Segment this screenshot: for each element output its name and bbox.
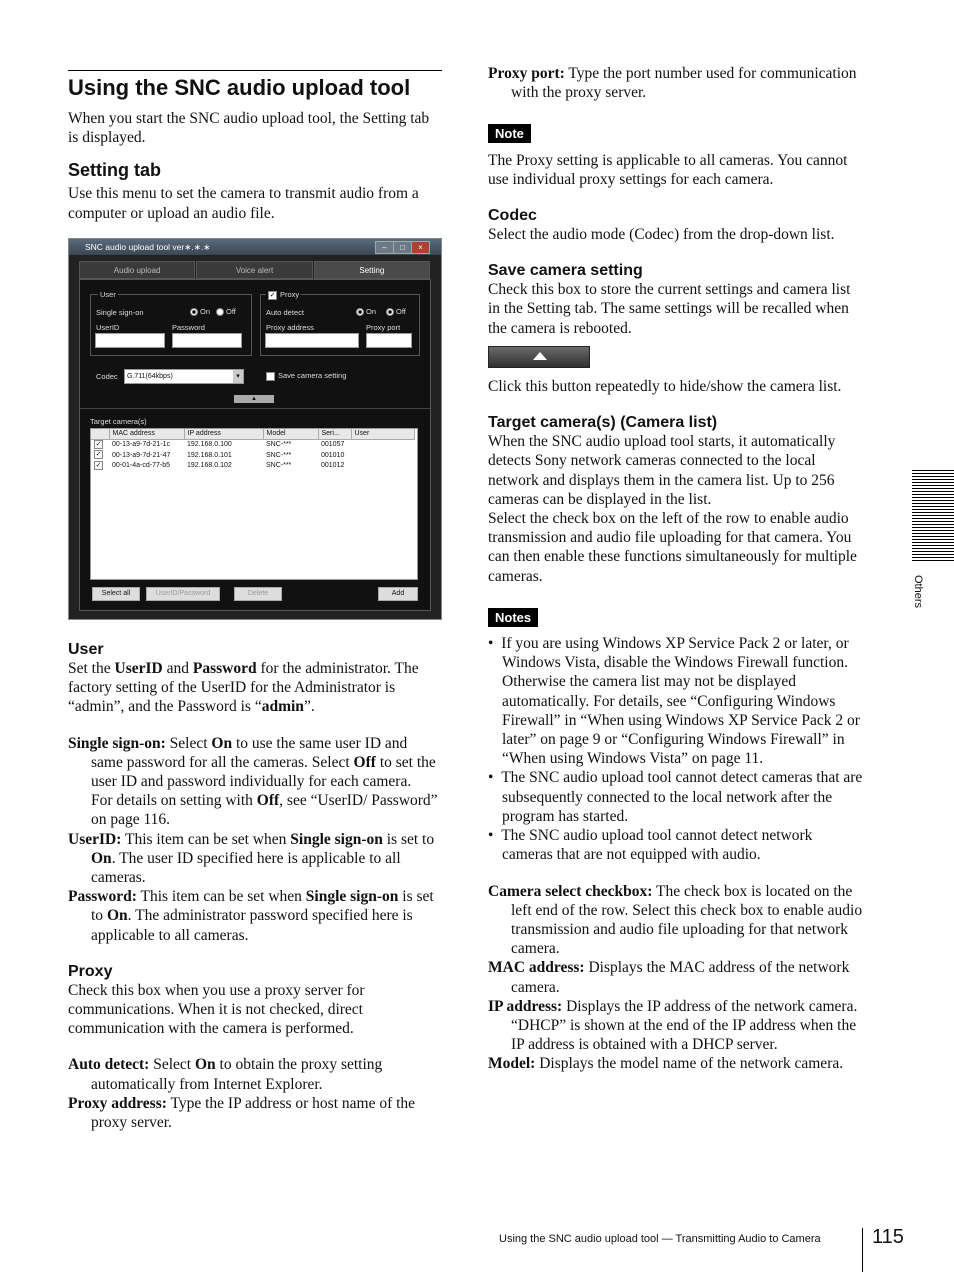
note-item: • If you are using Windows XP Service Pack 2 or later, or Windows Vista, disable the Windows Firewall function. Otherwise the camera list may not be displayed automatically. For details, see “Configuring Windows Firewall” in “When using Windows XP Service Pack 2 or later” on page 9 or “Configuring Windows Firewall” in “When using Windows Vista” on page 11. <box>488 635 860 768</box>
delete-button: Delete <box>234 587 282 601</box>
table-row: ✓ 00-13-a9-7d-21-47 192.168.0.101 SNC-*** 001010 <box>95 451 345 459</box>
window-titlebar <box>69 239 441 255</box>
userid-password-button: UserID/Password <box>146 587 220 601</box>
userid-field <box>95 333 165 348</box>
hide-button-text: Click this button repeatedly to hide/show the camera list. <box>488 378 842 396</box>
select-all-button: Select all <box>92 587 140 601</box>
mac-address-definition: MAC address: Displays the MAC address of the network camera. <box>488 959 850 996</box>
up-arrow-icon <box>533 352 547 360</box>
note-text: The Proxy setting is applicable to all cameras. You cannot use individual proxy settings for each camera. <box>488 151 848 188</box>
save-setting-text: Check this box to store the current settings and camera list in the Setting tab. The same settings will be recalled when the camera is rebooted. <box>488 281 851 337</box>
col-mac: MAC address <box>109 429 184 440</box>
tab-bar <box>79 261 431 279</box>
table-row: ✓ 00-01-4a-cd-77-b5 192.168.0.102 SNC-*** 001012 <box>95 461 345 469</box>
sso-definition: Single sign-on: Select On to use the same user ID and same password for all the cameras. Select Off to set the user ID and password individually for each camera. <box>68 734 436 791</box>
target-cameras-heading: Target camera(s) (Camera list) <box>488 414 718 432</box>
sso-on-radio: On <box>190 307 210 316</box>
running-footer: Using the SNC audio upload tool — Transmitting Audio to Camera <box>499 1233 821 1245</box>
user-group-label: User <box>100 290 116 299</box>
save-camera-setting-check: Save camera setting <box>266 371 346 381</box>
left-column <box>68 70 442 223</box>
hide-show-button <box>234 395 274 403</box>
proxy-port-definition: Proxy port: Type the port number used for communication with the proxy server. <box>488 65 857 102</box>
target-cameras-label: Target camera(s) <box>90 417 147 426</box>
left-column-lower <box>68 640 442 1132</box>
up-arrow-icon: ▲ <box>251 396 257 402</box>
chevron-down-icon: ▾ <box>233 370 243 383</box>
intro-text: When you start the SNC audio upload tool, the Setting tab is displayed. <box>68 110 430 147</box>
note-badge: Note <box>488 124 531 143</box>
note-item: • The SNC audio upload tool cannot detect network cameras that are not equipped with audio. <box>488 827 813 864</box>
codec-select: G.711(64kbps) ▾ <box>124 369 244 384</box>
side-section-label: Others <box>912 575 924 609</box>
auto-off-radio: Off <box>386 307 406 316</box>
sso-more: For details on setting with Off, see “UserID/ Password” on page 116. <box>91 792 438 829</box>
codec-heading: Codec <box>488 207 537 225</box>
minimize-icon: – <box>375 241 394 254</box>
tab-setting: Setting <box>314 261 430 279</box>
codec-text: Select the audio mode (Codec) from the drop-down list. <box>488 226 835 244</box>
table-row: ✓ 00-13-a9-7d-21-1c 192.168.0.100 SNC-*** 001057 <box>95 441 345 449</box>
proxy-text: Check this box when you use a proxy server for communications. When it is not checked, direct communication with the camera is performed. <box>68 981 365 1038</box>
save-setting-heading: Save camera setting <box>488 262 643 280</box>
col-user: User <box>351 429 414 440</box>
close-icon: × <box>411 241 430 254</box>
proxy-port-label: Proxy port <box>366 323 401 332</box>
col-model: Model <box>263 429 318 440</box>
proxy-address-definition: Proxy address: Type the IP address or host name of the proxy server. <box>68 1094 416 1132</box>
sso-off-radio: Off <box>216 307 236 316</box>
auto-detect-definition: Auto detect: Select On to obtain the proxy setting automatically from Internet Explorer. <box>68 1056 383 1093</box>
camera-select-definition: Camera select checkbox: The check box is located on the left end of the row. Select this check box to enable audio transmission and audio file uploading for that network camera. <box>488 882 863 958</box>
app-screenshot <box>68 238 442 620</box>
add-button: Add <box>378 587 418 601</box>
user-heading: User <box>68 641 104 658</box>
password-definition: Password: This item can be set when Single sign-on is set to On. The administrator password specified here is applicable to all cameras. <box>68 888 434 944</box>
ip-address-definition: IP address: Displays the IP address of the network camera. “DHCP” is shown at the end of the IP address when the IP address is obtained with a DHCP server. <box>488 997 858 1054</box>
row-check: ✓ <box>95 461 102 469</box>
proxy-address-label: Proxy address <box>266 323 314 332</box>
note-item: • The SNC audio upload tool cannot detect cameras that are subsequently connected to the local network after the program has started. <box>488 769 863 825</box>
password-field <box>172 333 242 348</box>
right-column <box>488 64 866 1074</box>
proxy-heading: Proxy <box>68 962 113 980</box>
tab-voice-alert: Voice alert <box>196 261 312 279</box>
col-ip: IP address <box>184 429 263 440</box>
row-check: ✓ <box>95 451 102 459</box>
target-text-2: Select the check box on the left of the row to enable audio transmission and audio file uploading for that camera. You can then enable these functions simultaneously for multiple cameras. <box>488 510 857 585</box>
page-number: 115 <box>872 1226 904 1248</box>
setting-tab-text: Use this menu to set the camera to transmit audio from a computer or upload an audio file. <box>68 185 419 222</box>
footer-divider <box>862 1228 863 1272</box>
camera-list <box>90 428 418 580</box>
setting-panel <box>79 279 431 611</box>
single-sign-on-label: Single sign-on <box>96 308 144 317</box>
password-label: Password <box>172 323 205 332</box>
row-check: ✓ <box>95 441 102 448</box>
codec-label: Codec <box>96 372 118 381</box>
auto-on-radio: On <box>356 307 376 316</box>
target-text-1: When the SNC audio upload tool starts, it automatically detects Sony network cameras connected to the local network and displays them in the camera list. Up to 256 cameras can be displayed in the list. <box>488 433 836 508</box>
setting-tab-heading: Setting tab <box>68 160 161 181</box>
window-title: SNC audio upload tool ver∗.∗.∗ <box>85 242 211 252</box>
user-text: Set the UserID and Password for the administrator. The factory setting of the UserID for the Administrator is “admin”, and the Password is “admin”. <box>68 660 419 716</box>
userid-label: UserID <box>96 323 120 332</box>
notes-badge: Notes <box>488 608 538 627</box>
proxy-check: ✓ Proxy <box>266 290 301 300</box>
col-serial: Seri... <box>318 429 351 440</box>
proxy-port-field <box>366 333 412 348</box>
page-title: Using the SNC audio upload tool <box>68 70 442 101</box>
section-tab-marker <box>912 470 954 562</box>
tab-audio-upload: Audio upload <box>79 261 195 279</box>
hide-show-button-illustration <box>488 346 590 368</box>
proxy-address-field <box>265 333 359 348</box>
userid-definition: UserID: This item can be set when Single sign-on is set to On. The user ID specified here is applicable to all cameras. <box>68 830 435 887</box>
auto-detect-label: Auto detect <box>266 308 304 317</box>
model-definition: Model: Displays the model name of the network camera. <box>488 1055 844 1073</box>
maximize-icon: □ <box>393 241 412 254</box>
